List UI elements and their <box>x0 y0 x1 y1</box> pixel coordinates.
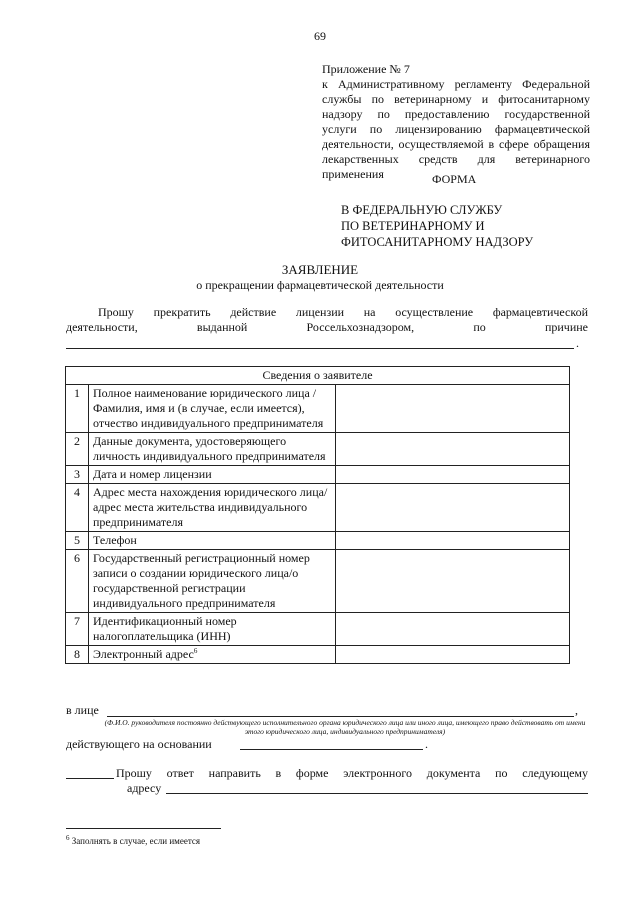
reason-field[interactable] <box>66 347 574 349</box>
appendix-reference: к Административному регламенту Федеральной службы по ветеринарному и фитосанитарному надзору по предоставлению государственной услуги по лицензированию фармацевтической деятельности, осуществляемой в сфере обращения лекарственных средств для ветеринарного применения <box>322 77 590 181</box>
consent-text: Прошу ответ направить в форме электронного документа по следующему <box>116 766 588 780</box>
basis-end: . <box>425 737 428 751</box>
row-label: Адрес места нахождения юридического лица/адрес места жительства индивидуального предпринимателя <box>89 484 336 532</box>
footnote-mark: 6 <box>193 647 198 655</box>
table-row <box>66 385 570 433</box>
row-number: 5 <box>66 532 89 550</box>
addressee-line-1: В ФЕДЕРАЛЬНУЮ СЛУЖБУ <box>341 203 503 217</box>
in-person-comma: , <box>575 703 578 717</box>
row-number: 8 <box>66 646 89 664</box>
in-person-label: в лице <box>66 703 99 717</box>
table-row <box>66 484 570 532</box>
reason-end: . <box>576 336 579 350</box>
row-number: 7 <box>66 613 89 646</box>
row-value-field[interactable] <box>336 532 570 550</box>
row-label-text: Электронный адрес <box>93 647 194 661</box>
row-label: Государственный регистрационный номер записи о создании юридического лица/о государственной регистрации индивидуального предпринимателя <box>89 550 336 613</box>
address-field[interactable] <box>166 793 588 794</box>
table-row <box>66 433 570 466</box>
row-value-field[interactable] <box>336 550 570 613</box>
document-title: ЗАЯВЛЕНИЕ <box>281 262 359 277</box>
basis-label: действующего на основании <box>66 737 212 751</box>
row-label: Телефон <box>89 532 336 550</box>
basis-field[interactable] <box>240 749 423 750</box>
appendix-title: Приложение № 7 <box>322 62 410 76</box>
applicant-info-table <box>65 366 570 664</box>
request-line-2: деятельности, выданной Россельхознадзором, по причине <box>66 320 588 334</box>
row-value-field[interactable] <box>336 646 570 664</box>
addressee-line-3: ФИТОСАНИТАРНОМУ НАДЗОРУ <box>341 235 534 249</box>
row-number: 6 <box>66 550 89 613</box>
row-label: Данные документа, удостоверяющего личность индивидуального предпринимателя <box>89 433 336 466</box>
footnote-text: Заполнять в случае, если имеется <box>71 836 201 846</box>
row-value-field[interactable] <box>336 433 570 466</box>
addressee-block <box>341 202 533 250</box>
row-number: 4 <box>66 484 89 532</box>
form-label: ФОРМА <box>432 172 477 186</box>
table-row <box>66 550 570 613</box>
row-label: Дата и номер лицензии <box>89 466 336 484</box>
row-label: Полное наименование юридического лица / Фамилия, имя и (в случае, если имеется), отчество индивидуального предпринимателя <box>89 385 336 433</box>
row-number: 3 <box>66 466 89 484</box>
appendix-block <box>322 62 590 182</box>
table-row <box>66 646 570 664</box>
table-row <box>66 532 570 550</box>
request-line-1: Прошу прекратить действие лицензии на осуществление фармацевтической <box>98 305 588 319</box>
footnote-divider <box>66 828 221 829</box>
in-person-hint: (Ф.И.О. руководителя постоянно действующего исполнительного органа юридического лица или иного лица, имеющего право действовать от имени этого юридического лица, индивидуального предпринимателя) <box>104 718 586 736</box>
row-value-field[interactable] <box>336 466 570 484</box>
document-subtitle: о прекращении фармацевтической деятельности <box>196 278 444 292</box>
row-number: 1 <box>66 385 89 433</box>
row-value-field[interactable] <box>336 484 570 532</box>
consent-mark-field[interactable] <box>66 778 114 779</box>
table-header: Сведения о заявителе <box>66 367 570 385</box>
row-value-field[interactable] <box>336 385 570 433</box>
row-label: Идентификационный номер налогоплательщика (ИНН) <box>89 613 336 646</box>
footnote <box>66 836 200 846</box>
address-label: адресу <box>127 781 162 795</box>
footnote-number: 6 <box>66 834 70 842</box>
in-person-field[interactable] <box>107 716 574 717</box>
table-row <box>66 613 570 646</box>
row-number: 2 <box>66 433 89 466</box>
page-number: 69 <box>314 29 326 43</box>
row-value-field[interactable] <box>336 613 570 646</box>
row-label <box>89 646 336 664</box>
table-row <box>66 466 570 484</box>
addressee-line-2: ПО ВЕТЕРИНАРНОМУ И <box>341 219 485 233</box>
